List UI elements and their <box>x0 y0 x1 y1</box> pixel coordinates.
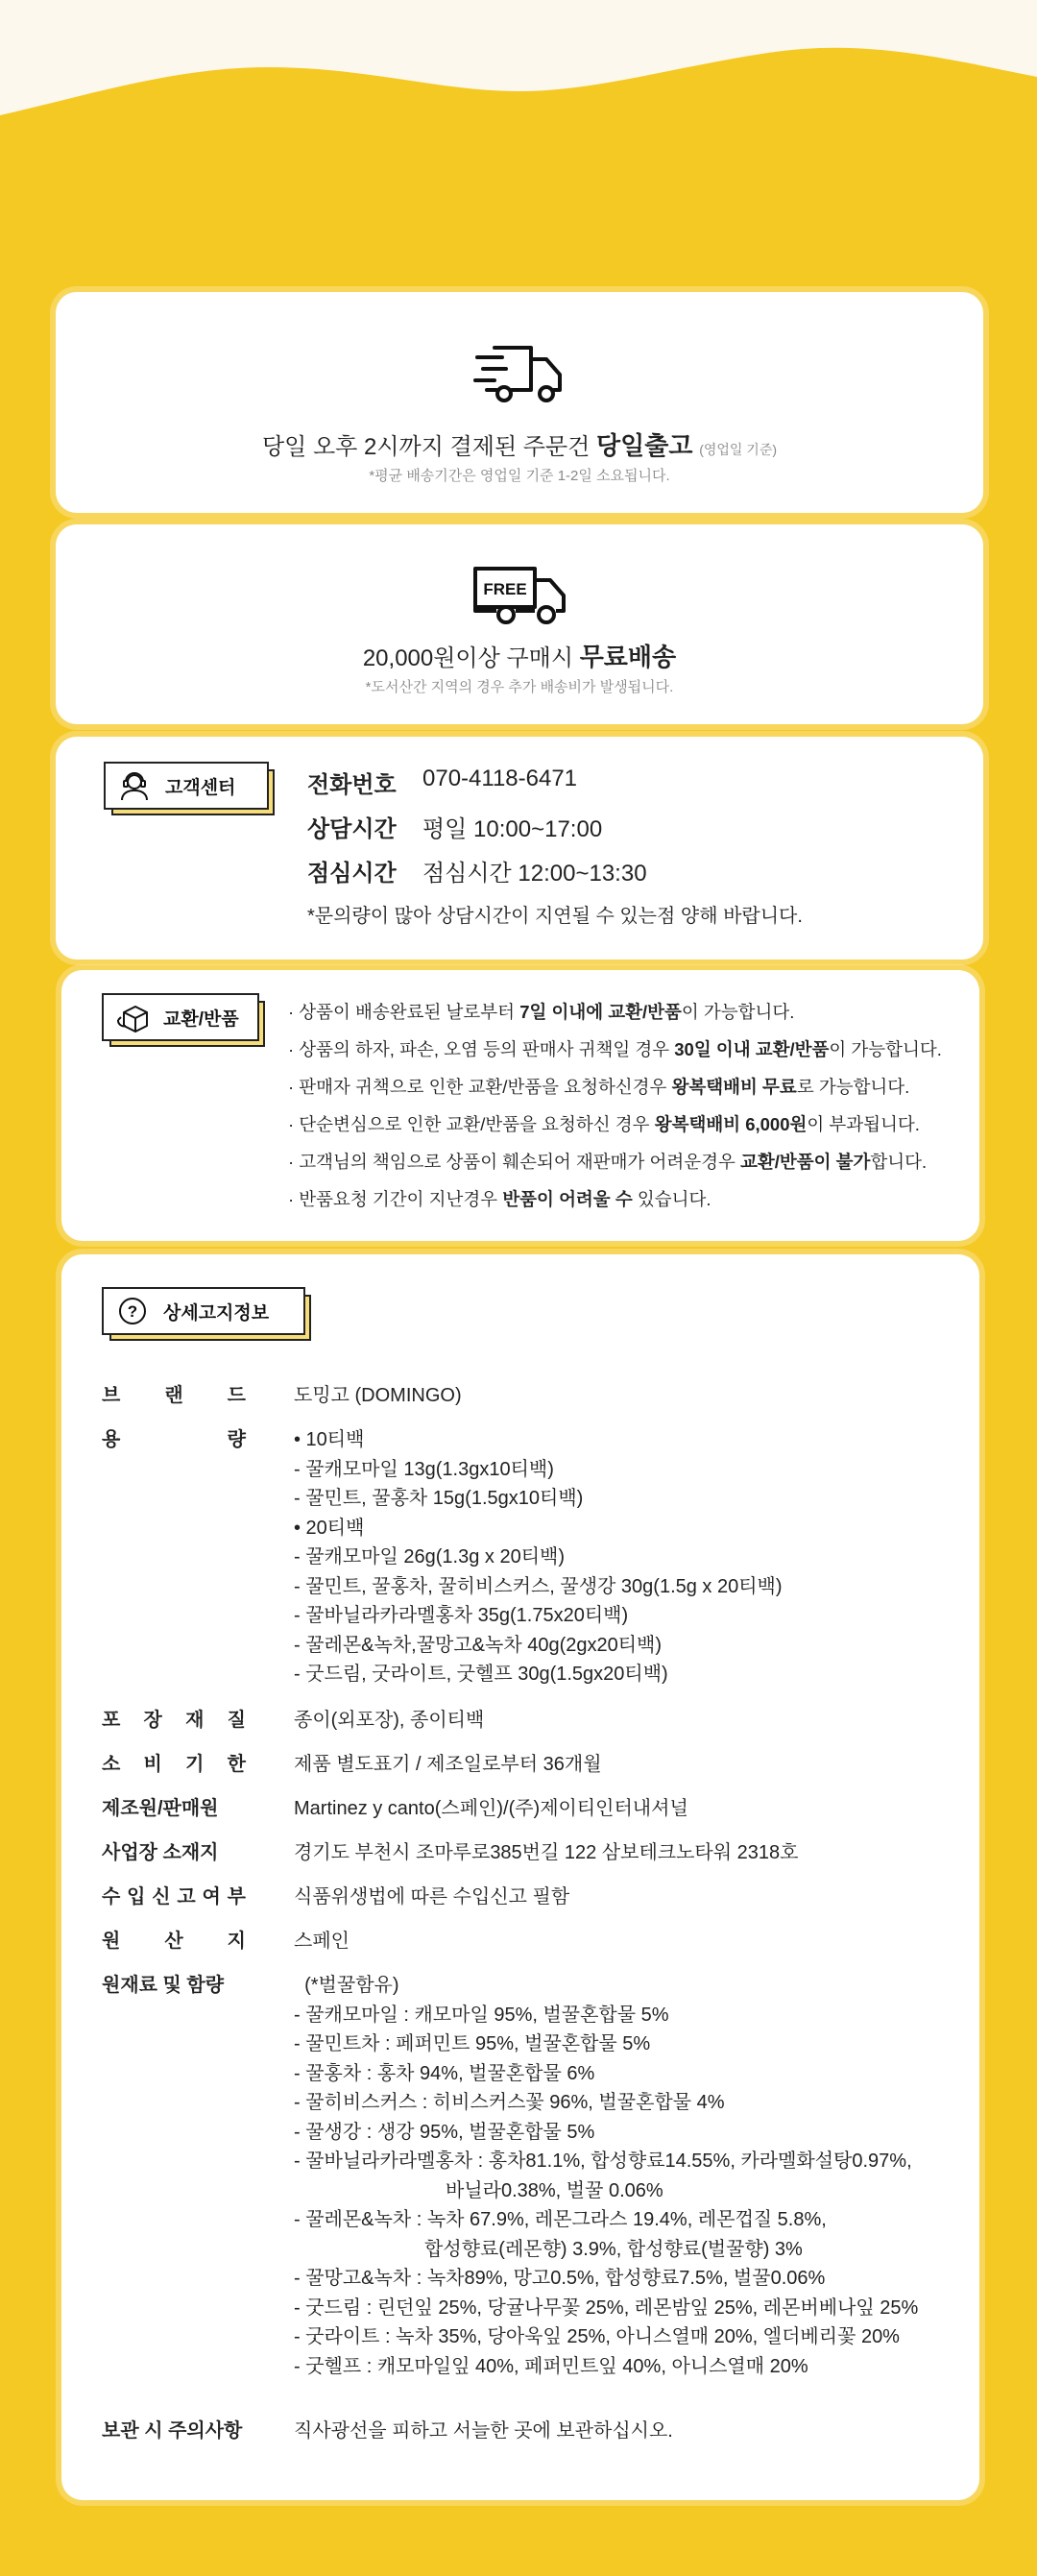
import-key: 수 입 신 고 여 부 <box>102 1886 246 1908</box>
volume-row <box>102 1425 947 1689</box>
free-shipping-prefix: 20,000원이상 구매시 <box>362 645 574 671</box>
free-badge-text: FREE <box>483 580 527 598</box>
address-key: 사업장 소재지 <box>102 1842 219 1863</box>
customer-center-title: 고객센터 <box>165 777 236 798</box>
import-value: 식품위생법에 따른 수입신고 필함 <box>294 1886 570 1908</box>
returns-policy-item: · 상품이 배송완료된 날로부터 7일 이내에 교환/반품이 가능합니다. <box>288 1002 795 1022</box>
storage-value: 직사광선을 피하고 서늘한 곳에 보관하십시오. <box>294 2420 673 2442</box>
customer-center-label <box>104 762 269 810</box>
free-shipping-text <box>56 638 983 673</box>
lunch-hours-key: 점심시간 <box>307 861 397 887</box>
customer-center-note: *문의량이 많아 상담시간이 지연될 수 있는점 양해 바랍니다. <box>307 906 803 927</box>
returns-policy-item: · 고객님의 책임으로 상품이 훼손되어 재판매가 어려운경우 교환/반품이 불가합니다. <box>288 1152 928 1172</box>
phone-number[interactable]: 070-4118-6471 <box>422 766 578 791</box>
returns-policy-item: · 판매자 귀책으로 인한 교환/반품을 요청하신경우 왕복택배비 무료로 가능합니다. <box>288 1077 910 1097</box>
returns-policy-item: · 단순변심으로 인한 교환/반품을 요청하신 경우 왕복택배비 6,000원이 부과됩니다. <box>288 1114 920 1134</box>
same-day-label: 당일출고 <box>596 431 693 460</box>
consult-hours-value: 평일 10:00~17:00 <box>422 816 603 842</box>
brand-value: 도밍고 (DOMINGO) <box>294 1385 462 1406</box>
free-shipping-label: 무료배송 <box>579 643 677 671</box>
expiry-key: 소 비 기 한 <box>102 1754 246 1775</box>
svg-text:?: ? <box>127 1302 138 1321</box>
maker-key: 제조원/판매원 <box>102 1798 219 1819</box>
returns-policy-item: · 반품요청 기간이 지난경우 반품이 어려울 수 있습니다. <box>288 1189 711 1209</box>
phone-key: 전화번호 <box>307 772 397 798</box>
delivery-truck-icon <box>473 342 566 409</box>
top-wave-background <box>0 0 1037 134</box>
same-day-shipping-card <box>56 292 983 513</box>
lunch-hours-value: 점심시간 12:00~13:30 <box>422 861 647 887</box>
returns-policy-list <box>288 993 942 1218</box>
product-detail-info-card <box>61 1254 979 2500</box>
origin-value: 스페인 <box>294 1931 350 1952</box>
import-row <box>102 1883 947 1912</box>
origin-key: 원 산 지 <box>102 1931 246 1952</box>
returns-card <box>61 970 979 1241</box>
consult-hours-row <box>307 810 602 843</box>
headset-agent-icon <box>117 768 152 803</box>
shipping-prefix: 당일 오후 2시까지 결제된 주문건 <box>261 434 591 460</box>
brand-key: 브 랜 드 <box>102 1385 246 1406</box>
shipping-period-note: *평균 배송기간은 영업일 기준 1-2일 소요됩니다. <box>369 468 670 484</box>
packaging-key: 포 장 재 질 <box>102 1710 246 1731</box>
customer-center-card <box>56 737 983 960</box>
packaging-row <box>102 1706 947 1736</box>
detail-info-label <box>102 1287 305 1335</box>
same-day-shipping-text <box>56 426 983 462</box>
ingredients-list: (*벌꿀함유) - 꿀캐모마일 : 캐모마일 95%, 벌꿀혼합물 5% - 꿀민트차 : 페퍼민트 95%, 벌꿀혼합물 5% - 꿀홍차 : 홍차 94%, 벌꿀혼합물 6% - 꿀히비스커스 : 히비스커스꽃 96%, 벌꿀혼합물 4% - 꿀생강 : 생강 95%, 벌꿀혼합물 5% - 꿀바닐라카라멜홍차 : 홍차81.1%, 합성향료14.55%, 카라멜화설탕0.97%, 바닐라0.38%, 벌꿀 0.06% - 꿀레몬&녹차 : 녹차 67.9%, 레몬그라스 19.4%, 레몬껍질 5.8%, 합성향료(레몬향) 3.9%, 합성향료(벌꿀향) 3% - 꿀망고&녹차 : 녹차89%, 망고0.5%, 합성향료7.5%, 벌꿀0.06% - 굿드림 : 린던잎 25%, 당귤나무꽃 25%, 레몬밤잎 25%, 레몬버베나잎 25% - 굿라이트 : 녹차 35%, 당아욱잎 25%, 아니스열매 20%, 엘더베리꽃 20% - 굿헬프 : 캐모마일잎 40%, 페퍼민트잎 40%, 아니스열매 20% <box>294 1975 919 2377</box>
free-shipping-card <box>56 524 983 724</box>
returns-title: 교환/반품 <box>163 1009 239 1030</box>
storage-key: 보관 시 주의사항 <box>102 2420 243 2442</box>
ingredients-key: 원재료 및 함량 <box>102 1975 225 1996</box>
expiry-value: 제품 별도표기 / 제조일로부터 36개월 <box>294 1754 602 1775</box>
maker-value: Martinez y canto(스페인)/(주)제이티인터내셔널 <box>294 1798 688 1819</box>
brand-row <box>102 1381 947 1411</box>
maker-row <box>102 1794 947 1824</box>
volume-key: 용 량 <box>102 1429 246 1450</box>
consult-hours-key: 상담시간 <box>307 816 397 842</box>
ingredients-row <box>102 1971 947 2381</box>
remote-area-note: *도서산간 지역의 경우 추가 배송비가 발생됩니다. <box>365 679 674 695</box>
lunch-hours-row <box>307 854 647 887</box>
detail-info-title: 상세고지정보 <box>163 1302 270 1324</box>
question-circle-icon <box>115 1294 150 1328</box>
returns-policy-item: · 상품의 하자, 파손, 오염 등의 판매사 귀책일 경우 30일 이내 교환/반품이 가능합니다. <box>288 1039 942 1059</box>
returns-label <box>102 993 259 1041</box>
return-box-icon <box>115 1000 150 1034</box>
packaging-value: 종이(외포장), 종이티백 <box>294 1710 485 1731</box>
volume-list: • 10티백 - 꿀캐모마일 13g(1.3gx10티백) - 꿀민트, 꿀홍차 15g(1.5gx10티백) • 20티백 - 꿀캐모마일 26g(1.3g x 20티백) - 꿀민트, 꿀홍차, 꿀히비스커스, 꿀생강 30g(1.5g x 20티백) - 꿀바닐라카라멜홍차 35g(1.75x20티백) - 꿀레몬&녹차,꿀망고&녹차 40g(2gx20티백) - 굿드림, 굿라이트, 굿헬프 30g(1.5gx20티백) <box>294 1429 783 1685</box>
address-row <box>102 1838 947 1868</box>
phone-row <box>307 766 577 799</box>
address-value: 경기도 부천시 조마루로385번길 122 삼보테크노타워 2318호 <box>294 1842 799 1863</box>
free-shipping-truck-icon <box>471 565 567 628</box>
storage-row <box>102 2417 947 2446</box>
origin-row <box>102 1927 947 1956</box>
business-day-note: (영업일 기준) <box>699 442 778 457</box>
expiry-row <box>102 1750 947 1780</box>
